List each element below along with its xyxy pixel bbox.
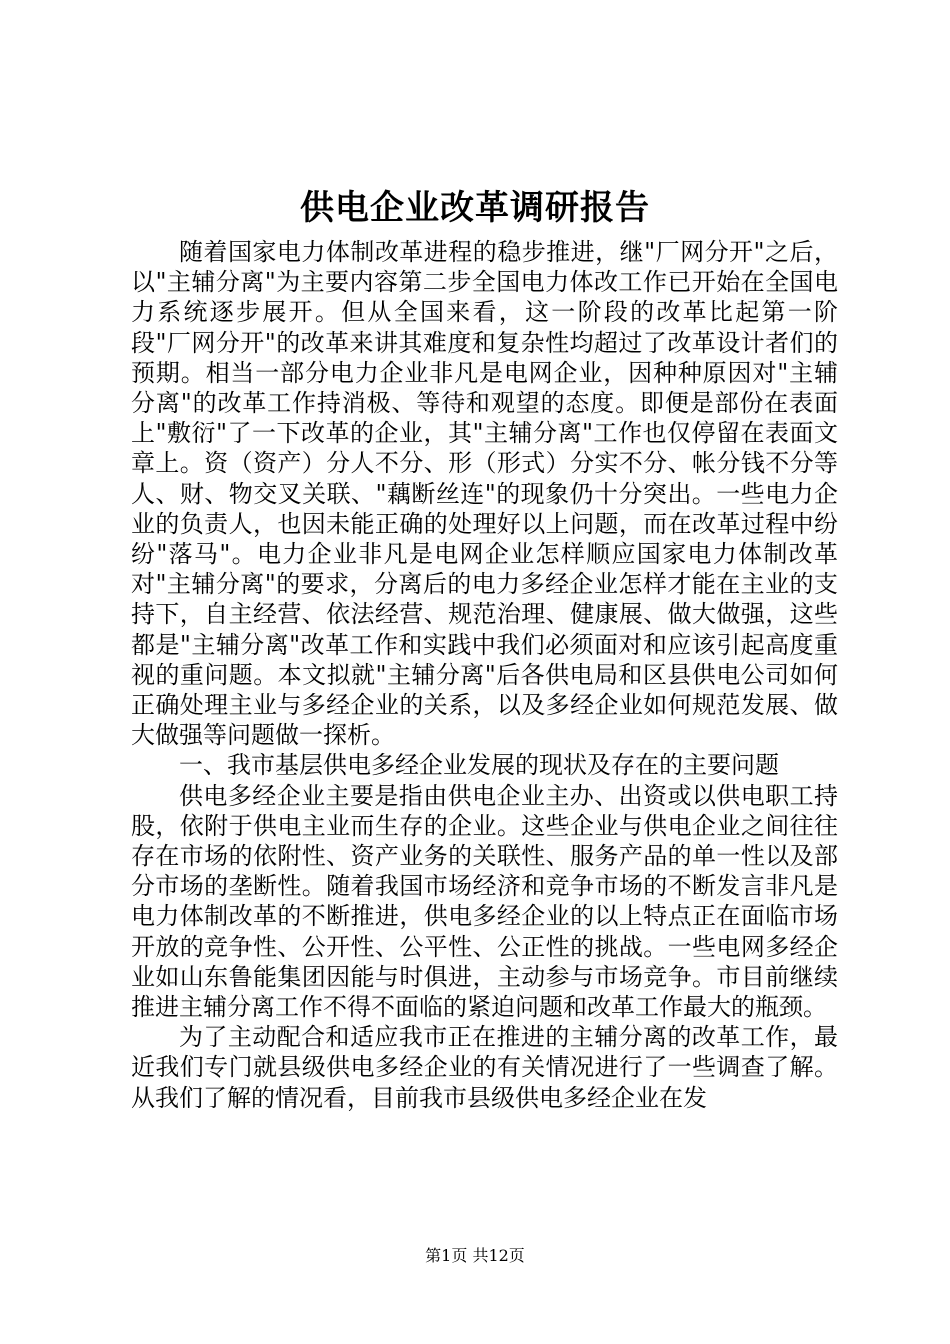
page-number-footer: 第1页 共12页 xyxy=(425,1246,525,1265)
document-title: 供电企业改革调研报告 xyxy=(300,188,650,228)
paragraph-intro: 随着国家电力体制改革进程的稳步推进，继"厂网分开"之后，以"主辅分离"为主要内容第二步全国电力体改工作已开始在全国电力系统逐步展开。但从全国来看，这一阶段的改革比起第一阶段"厂网分开"的改革来讲其难度和复杂性均超过了改革设计者们的预期。相当一部分电力企业非凡是电网企业，因种种原因对"主辅分离"的改革工作持消极、等待和观望的态度。即便是部份在表面上"敷衍"了一下改革的企业，其"主辅分离"工作也仅停留在表面文章上。资（资产）分人不分、形（形式）分实不分、帐分钱不分等人、财、物交叉关联、"藕断丝连"的现象仍十分突出。一些电力企业的负责人，也因未能正确的处理好以上问题，而在改革过程中纷纷"落马"。电力企业非凡是电网企业怎样顺应国家电力体制改革对"主辅分离"的要求，分离后的电力多经企业怎样才能在主业的支持下，自主经营、依法经营、规范治理、健康展、做大做强，这些都是"主辅分离"改革工作和实践中我们必须面对和应该引起高度重视的重问题。本文拟就"主辅分离"后各供电局和区县供电公司如何正确处理主业与多经企业的关系，以及多经企业如何规范发展、做大做强等问题做一探析。 xyxy=(131,238,838,750)
paragraph-section-1: 供电多经企业主要是指由供电企业主办、出资或以供电职工持股，依附于供电主业而生存的企业。这些企业与供电企业之间往往存在市场的依附性、资产业务的关联性、服务产品的单一性以及部分市场的垄断性。随着我国市场经济和竞争市场的不断发言非凡是电力体制改革的不断推进，供电多经企业的以上特点正在面临市场开放的竞争性、公开性、公平性、公正性的挑战。一些电网多经企业如山东鲁能集团因能与时俱进，主动参与市场竞争。市目前继续推进主辅分离工作不得不面临的紧迫问题和改革工作最大的瓶颈。 xyxy=(131,781,838,1022)
section-heading-1: 一、我市基层供电多经企业发展的现状及存在的主要问题 xyxy=(179,751,779,780)
paragraph-survey: 为了主动配合和适应我市正在推进的主辅分离的改革工作，最近我们专门就县级供电多经企业的有关情况进行了一些调查了解。从我们了解的情况看，目前我市县级供电多经企业在发 xyxy=(131,1023,838,1112)
document-body xyxy=(131,237,838,1113)
